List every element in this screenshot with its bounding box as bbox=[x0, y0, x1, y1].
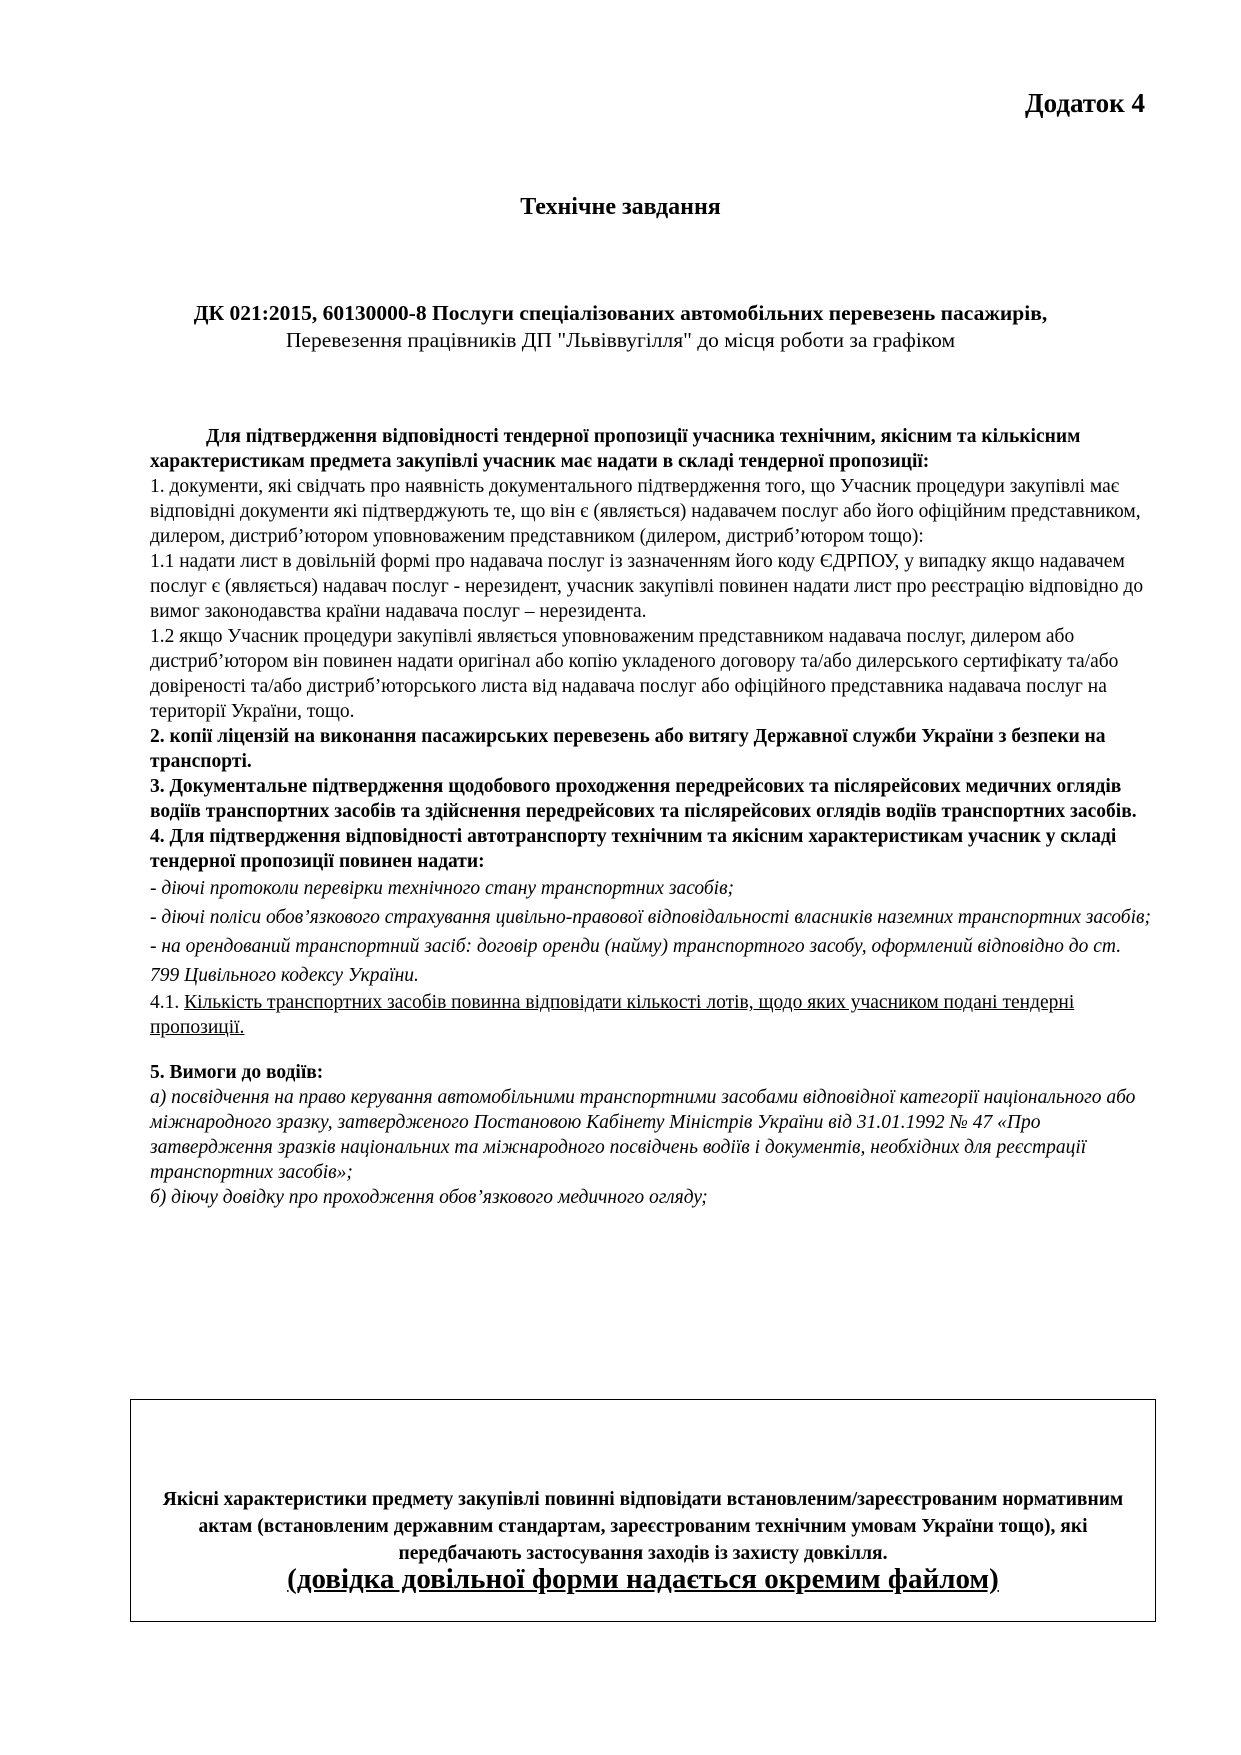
separate-file-note: (довідка довільної форми надається окремим файлом) bbox=[287, 1563, 999, 1595]
document-title: Технічне завдання bbox=[520, 194, 721, 220]
requirement-1-1: 1.1 надати лист в довільній формі про надавача послуг із зазначенням його коду ЄДРПОУ, у випадку якщо надавачем послуг є (являється) надавач послуг - нерезидент, учасник закупівлі повинен надати лист про реєстрацію відповідно до вимог законодавства країни надавача послуг – нерезидента. bbox=[150, 551, 1144, 622]
procurement-subject bbox=[0, 300, 1241, 354]
requirement-5-b: б) діючу довідку про проходження обов’язкового медичного огляду; bbox=[150, 1187, 708, 1208]
intro-paragraph: Для підтвердження відповідності тендерної пропозиції учасника технічним, якісним та кількісним характеристикам предмета закупівлі учасник має надати в складі тендерної пропозиції: bbox=[150, 426, 1081, 472]
environment-notice-text: Якісні характеристики предмету закупівлі повинні відповідати встановленим/зареєстрованим нормативним актам (встановленим державним стандартам, зареєстрованим технічним умовам України тощо), які передбачають застосування заходів із захисту довкілля. bbox=[162, 1489, 1124, 1564]
requirement-2: 2. копії ліцензій на виконання пасажирських перевезень або витягу Державної служби України з безпеки на транспорті. bbox=[150, 726, 1106, 772]
requirements-body bbox=[150, 424, 1155, 1210]
requirement-3: 3. Документальне підтвердження щодобового проходження передрейсових та післярейсових медичних оглядів водіїв транспортних засобів та здійснення передрейсових та післярейсових оглядів водіїв транспортних засобів. bbox=[150, 776, 1137, 822]
environment-notice-box bbox=[130, 1399, 1156, 1622]
subject-code-line: ДК 021:2015, 60130000-8 Послуги спеціалізованих автомобільних перевезень пасажирів, bbox=[193, 301, 1048, 325]
requirement-4-b: - діючі поліси обов’язкового страхування цивільно-правової відповідальності власників наземних транспортних засобів; bbox=[150, 907, 1151, 928]
requirement-1: 1. документи, які свідчать про наявність документального підтвердження того, що Учасник процедури закупівлі має відповідні документи які підтверджують те, що він є (являється) надавачем послуг або його офіційним представником, дилером, дистриб’ютором уповноваженим представником (дилером, дистриб’ютором тощо): bbox=[150, 476, 1141, 547]
requirement-5: 5. Вимоги до водіїв: bbox=[150, 1062, 324, 1083]
requirement-5-a: а) посвідчення на право керування автомобільними транспортними засобами відповідної категорії національного або міжнародного зразку, затвердженого Постановою Кабінету Міністрів України від 31.01.1992 № 47 «Про затвердження зразків національних та міжнародного посвідчень водіїв і документів, необхідних для реєстрації транспортних засобів»; bbox=[150, 1087, 1136, 1183]
requirement-4: 4. Для підтвердження відповідності автотранспорту технічним та якісним характеристикам учасник у складі тендерної пропозиції повинен надати: bbox=[150, 826, 1117, 872]
requirement-4-1 bbox=[150, 990, 1155, 1040]
appendix-label: Додаток 4 bbox=[1025, 88, 1145, 118]
requirement-4-1-number: 4.1. bbox=[150, 992, 180, 1013]
requirement-4-a: - діючі протоколи перевірки технічного стану транспортних засобів; bbox=[150, 878, 735, 899]
requirement-4-c: - на орендований транспортний засіб: договір оренди (найму) транспортного засобу, оформлений відповідно до ст. 799 Цивільного кодексу України. bbox=[150, 936, 1122, 986]
subject-description: Перевезення працівників ДП "Львіввугілля" до місця роботи за графіком bbox=[285, 328, 956, 352]
requirement-4-1-text: Кількість транспортних засобів повинна відповідати кількості лотів, щодо яких учасником подані тендерні пропозиції. bbox=[150, 992, 1075, 1038]
requirement-1-2: 1.2 якщо Учасник процедури закупівлі являється уповноваженим представником надавача послуг, дилером або дистриб’ютором він повинен надати оригінал або копію укладеного договору та/або дилерського сертифікату та/або довіреності та/або дистриб’юторського листа від надавача послуг або офіційного представника надавача послуг на території України, тощо. bbox=[150, 626, 1119, 722]
